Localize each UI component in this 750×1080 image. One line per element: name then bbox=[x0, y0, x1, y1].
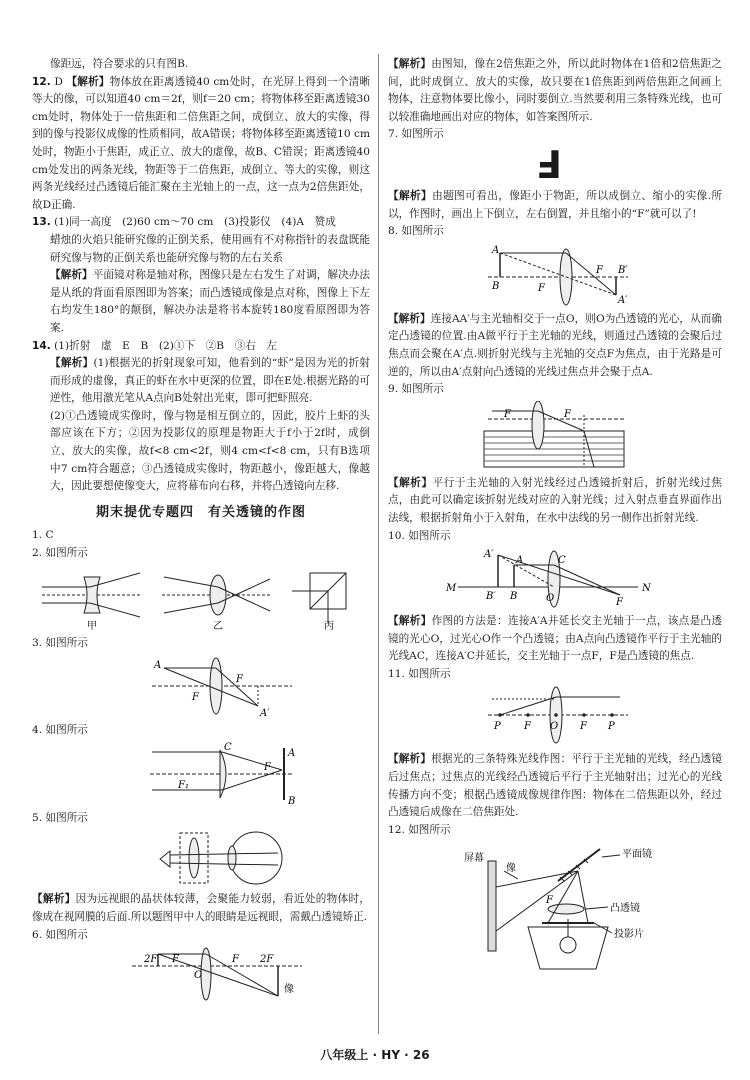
fig10-label: B bbox=[510, 591, 518, 603]
figure-2 bbox=[32, 565, 370, 631]
left-column bbox=[32, 56, 370, 1008]
analysis-text: 作图的方法是：连接A′A并延长交主光轴于一点，该点是凸透镜的光心O，过光心O作一个凸透镜；由A点向凸透镜作平行于主光轴的光线AC，连接A′C并延长，交主光轴于一点F，F是凸透镜的焦点. bbox=[388, 615, 722, 663]
answer-text: 像距远，符合要求的只有图B. bbox=[50, 58, 189, 70]
fig11-label: O bbox=[550, 721, 559, 733]
figure-5 bbox=[32, 829, 370, 887]
fig12-label: 投影片 bbox=[614, 929, 644, 941]
fig4-label: F bbox=[264, 761, 271, 773]
fig12-label: F bbox=[546, 895, 553, 907]
question-number: 14. bbox=[32, 339, 51, 352]
figure-6 bbox=[32, 946, 370, 1004]
figure-3 bbox=[32, 654, 370, 718]
analysis-label: 【解析】 bbox=[388, 615, 432, 628]
analysis-8 bbox=[388, 311, 722, 381]
fig9-label: F bbox=[564, 408, 571, 420]
fig8-label: F bbox=[538, 282, 545, 294]
question-13 bbox=[32, 214, 370, 232]
column-divider bbox=[378, 54, 379, 1034]
eye-diagram-5 bbox=[32, 829, 370, 887]
analysis-text: 平行于主光轴的入射光线经过凸透镜折射后，折射光线过焦点，由此可以确定该折射光线对应的入射光线；过入射点垂直界面作出法线，根据折射角小于入射角，在水中法线的另一侧作出折射光线. bbox=[388, 476, 722, 524]
fig6-label: F bbox=[232, 954, 239, 966]
analysis-9 bbox=[388, 475, 722, 528]
page-footer: 八年级上 · HY · 26 bbox=[320, 1048, 430, 1062]
fig4-label: F₁ bbox=[178, 779, 189, 791]
figure-10 bbox=[388, 547, 722, 609]
analysis-label: 【解析】 bbox=[388, 476, 433, 489]
answer-1: 1. C bbox=[32, 529, 54, 542]
fig12-label: 屏幕 bbox=[464, 853, 484, 865]
analysis-label: 【解析】 bbox=[66, 75, 110, 88]
analysis-10 bbox=[388, 613, 722, 666]
analysis-label: 【解析】 bbox=[50, 357, 94, 370]
answer-text: (1)同一高度 (2)60 cm～70 cm (3)投影仪 (4)A 赞成 bbox=[54, 216, 336, 229]
fig12-label: 平面镜 bbox=[622, 849, 652, 861]
fig11-label: F bbox=[580, 721, 587, 733]
fig6-label: 2F bbox=[260, 954, 274, 966]
figure-7 bbox=[388, 140, 722, 185]
analysis-6 bbox=[388, 56, 722, 126]
fig11-label: F bbox=[524, 721, 531, 733]
answer-choice: D bbox=[54, 75, 63, 88]
answer-3: 3. 如图所示 bbox=[32, 636, 88, 649]
answer-10: 10. 如图所示 bbox=[388, 529, 451, 542]
analysis-label: 【解析】 bbox=[388, 58, 432, 70]
fig10-label: A′ bbox=[484, 549, 494, 561]
fig4-label: C bbox=[224, 741, 232, 753]
answer-7: 7. 如图所示 bbox=[388, 128, 444, 141]
fig10-label: C bbox=[558, 555, 566, 567]
fig8-label: F bbox=[596, 264, 603, 276]
fig10-label: A bbox=[516, 555, 524, 567]
fig12-label: 像 bbox=[506, 863, 516, 875]
fig2-label: 丙 bbox=[324, 620, 334, 631]
fig8-label: B bbox=[492, 280, 500, 292]
fig3-label: F bbox=[192, 692, 199, 704]
analysis-text: 由题图可看出，像距小于物距，所以成倒立、缩小的实像.所以，作图时，画出上下倒立，左右倒置，并且缩小的“F”就可以了! bbox=[388, 189, 723, 220]
fig4-label: B bbox=[288, 795, 296, 806]
analysis-label: 【解析】 bbox=[388, 312, 431, 325]
fig10-label: O bbox=[546, 593, 555, 605]
fig6-label: 2F bbox=[144, 954, 158, 966]
analysis-5 bbox=[32, 891, 370, 926]
fig11-label: P bbox=[494, 721, 501, 733]
fig8-label: B′ bbox=[618, 264, 628, 276]
right-column bbox=[388, 56, 722, 977]
fig8-label: A′ bbox=[618, 294, 628, 306]
answer-2: 2. 如图所示 bbox=[32, 547, 88, 560]
fig6-label: 像 bbox=[284, 984, 294, 996]
figure-4 bbox=[32, 742, 370, 806]
inverted-f-glyph: F bbox=[536, 140, 562, 185]
fig3-label: A′ bbox=[260, 708, 270, 719]
figure-9 bbox=[388, 401, 722, 471]
answer-11: 11. 如图所示 bbox=[388, 667, 451, 680]
fig3-label: A bbox=[154, 660, 162, 672]
answer-9: 9. 如图所示 bbox=[388, 383, 444, 396]
analysis-label: 【解析】 bbox=[388, 189, 433, 202]
fig10-label: M bbox=[446, 583, 457, 595]
water-lens-diagram-9 bbox=[388, 401, 722, 471]
analysis-text: (2)①凸透镜成实像时，像与物是相互倒立的，因此，胶片上虾的头部应该在下方；②因为投影仪的原理是物距大于f小于2f时，成倒立、放大的实像，故f<8 cm<2f，则4 cm<f<8 cm，只有B选项中7 cm符合题意；③凸透镜成实像时，物距越小，像距越大，像越大，因此要想使像变大，应将幕布向右移，并将凸透镜向左移. bbox=[50, 409, 370, 493]
analysis-13 bbox=[32, 267, 370, 337]
fig11-label: P bbox=[608, 721, 615, 733]
lens-diagram-6 bbox=[32, 946, 370, 1004]
lens-diagram-3 bbox=[32, 654, 370, 718]
answer-text: 蜡烛的火焰只能研究像的正倒关系，使用画有不对称指针的表盘既能研究像与物的正倒关系也能研究像与物的左右关系 bbox=[50, 233, 370, 264]
figure-8 bbox=[388, 243, 722, 307]
question-number: 13. bbox=[32, 216, 51, 229]
fig3-label: F bbox=[236, 674, 243, 686]
lens-diagram-11 bbox=[388, 685, 722, 747]
analysis-14 bbox=[32, 355, 370, 408]
fig2-label: 乙 bbox=[213, 620, 223, 631]
fig10-label: B′ bbox=[486, 591, 496, 603]
analysis-text: 连接AA′与主光轴相交于一点O，则O为凸透镜的光心，从而确定凸透镜的位置.由A做平行于主光轴的光线，则通过凸透镜的会聚后过焦点而会聚在A′点.则折射光线与主光轴的交点F为焦点，由于光路是可逆的，所以由A′点射向凸透镜的光线过焦点并会聚于点A. bbox=[388, 312, 723, 378]
section-title: 期末提优专题四 有关透镜的作图 bbox=[95, 504, 306, 520]
analysis-text: 因为远视眼的晶状体较薄，会聚能力较弱，看近处的物体时，像成在视网膜的后面.所以题图甲中人的眼睛是远视眼，需戴凸透镜矫正. bbox=[32, 893, 370, 923]
answer-6: 6. 如图所示 bbox=[32, 928, 88, 941]
question-number: 12. bbox=[32, 75, 51, 88]
analysis-text: 平面镜对称是轴对称，图像只是左右发生了对调，解决办法是从纸的背面看原图即为答案；而凸透镜成像是点对称，图像上下左右均发生180°的颠倒，解决办法是将书本旋转180度看原图即为答案. bbox=[50, 269, 371, 334]
analysis-text: (1)根据光的折射现象可知，他看到的“虾”是因为光的折射而形成的虚像，真正的虾在水中更深的位置，即在E处.根据光路的可逆性，他用激光笔从A点向B处射出光束，即可把虾照亮. bbox=[50, 357, 370, 405]
fig10-label: N bbox=[642, 583, 651, 595]
fig10-label: F bbox=[616, 597, 623, 609]
lens-diagram-10 bbox=[388, 547, 722, 609]
analysis-label: 【解析】 bbox=[50, 269, 93, 282]
answer-8: 8. 如图所示 bbox=[388, 225, 444, 238]
answer-5: 5. 如图所示 bbox=[32, 811, 88, 824]
projector-diagram-12 bbox=[388, 841, 722, 973]
analysis-text: 物体放在距离透镜40 cm处时，在光屏上得到一个清晰等大的像，可以知道40 cm＝2f，则f＝20 cm；将物体移至距离透镜30 cm处时，物体处于一倍焦距和二倍焦距之间，成倒立、放大的实像，得到的像与投影仪成像的性质相同，故A错误；将物体移至距离透镜10 cm处时，物距小于焦距，成正立、放大的虚像，故B、C错误；距离透镜40 cm处发出的两条光线，物距等于二倍焦距，成倒立、等大的实像，则这两条光线经过凸透镜后能汇聚在主光轴上的一点，这一点为2倍焦距处，故D正确. bbox=[32, 75, 370, 211]
fig2-label: 甲 bbox=[87, 620, 97, 631]
analysis-label: 【解析】 bbox=[388, 753, 432, 766]
fig8-label: A bbox=[492, 244, 500, 256]
lens-diagrams-2 bbox=[32, 565, 370, 631]
lens-diagram-4 bbox=[32, 742, 370, 806]
analysis-7 bbox=[388, 188, 722, 223]
question-14 bbox=[32, 338, 370, 356]
figure-12 bbox=[388, 841, 722, 973]
analysis-11 bbox=[388, 751, 722, 821]
analysis-label: 【解析】 bbox=[32, 893, 76, 906]
fig6-label: O bbox=[194, 970, 203, 982]
question-12 bbox=[32, 74, 370, 215]
fig9-label: F bbox=[504, 408, 511, 420]
answer-text: (1)折射 虚 E B (2)①下 ②B ③右 左 bbox=[54, 339, 277, 352]
answer-12: 12. 如图所示 bbox=[388, 823, 451, 836]
fig4-label: A bbox=[288, 747, 296, 759]
analysis-text: 由图知，像在2倍焦距之外，所以此时物体在1倍和2倍焦距之间，此时成倒立、放大的实像，故只要在1倍焦距到两倍焦距之间画上物体，注意物体要比像小，同时要倒立.当然要利用三条特殊光线，也可以较准确地画出对应的物体，如答案图所示. bbox=[388, 58, 723, 123]
figure-11 bbox=[388, 685, 722, 747]
answer-4: 4. 如图所示 bbox=[32, 724, 88, 737]
fig12-label: 凸透镜 bbox=[610, 903, 640, 915]
fig6-label: F bbox=[172, 954, 179, 966]
lens-diagram-8 bbox=[388, 243, 722, 307]
analysis-text: 根据光的三条特殊光线作图：平行于主光轴的光线，经凸透镜后过焦点；过焦点的光线经凸透镜后平行于主光轴射出；过光心的光线传播方向不变；根据凸透镜成像规律作图：物体在二倍焦距以外，经过凸透镜后成像在二倍焦距处. bbox=[388, 753, 723, 819]
